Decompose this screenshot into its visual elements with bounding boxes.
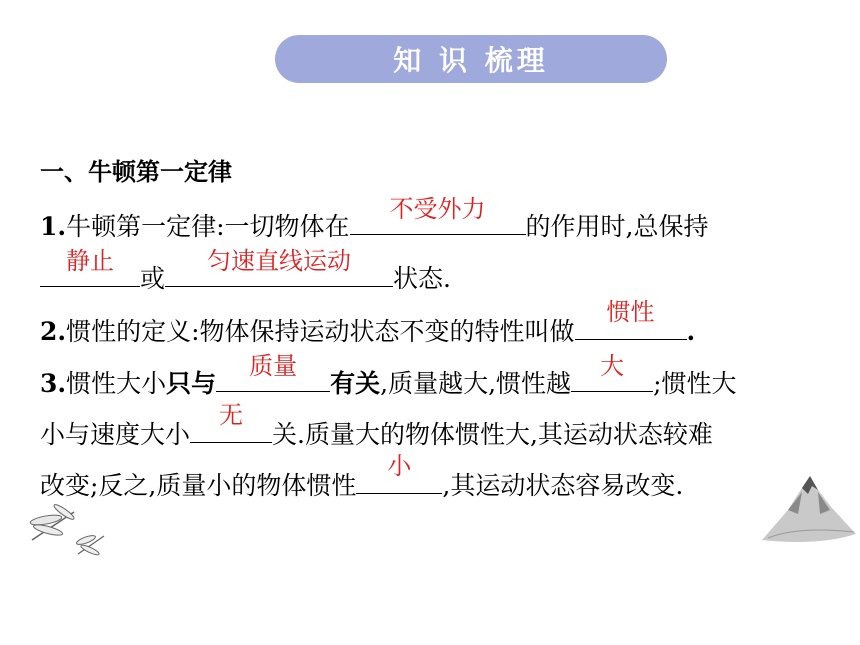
item3-answer-c: 无 — [219, 401, 244, 429]
item2-text-b: . — [686, 317, 696, 346]
item3-text-d: 小与速度大小 — [40, 420, 191, 449]
section-header-banner — [275, 35, 667, 83]
dragonfly-decoration — [12, 500, 122, 570]
item1-text-b: 的作用时,总保持 — [525, 212, 709, 241]
item3-text-bold-a: 只与 — [166, 369, 217, 398]
item2-line — [40, 298, 696, 348]
item2-blank-a — [575, 298, 687, 340]
item1-blank-c — [165, 247, 393, 287]
item3-blank-d — [356, 452, 442, 494]
item1-number: 1. — [40, 212, 67, 241]
item3-text-f: 改变;反之,质量小的物体惯性 — [40, 471, 357, 500]
item3-text-c: ;惯性大 — [653, 369, 737, 398]
item3-text-e: 关.质量大的物体惯性大,其运动状态较难 — [272, 420, 713, 449]
item1-text-a: 牛顿第一定律:一切物体在 — [66, 212, 350, 241]
item3-blank-c — [190, 401, 272, 443]
item2-answer-a: 惯性 — [606, 298, 655, 326]
item1-line1 — [40, 195, 709, 243]
item1-answer-a: 不受外力 — [389, 195, 486, 223]
item1-answer-b: 静止 — [66, 247, 114, 275]
item3-blank-b — [571, 352, 653, 392]
item1-answer-c: 匀速直线运动 — [207, 247, 352, 275]
item1-text-c: 或 — [140, 264, 166, 293]
mountain-ink-decoration — [758, 470, 860, 550]
item2-number: 2. — [40, 317, 67, 346]
item2-text-a: 惯性的定义:物体保持运动状态不变的特性叫做 — [66, 317, 575, 346]
item3-number: 3. — [40, 369, 67, 398]
item3-line1 — [40, 352, 737, 400]
item3-blank-a — [216, 352, 330, 392]
item3-answer-d: 小 — [387, 452, 412, 480]
item3-answer-b: 大 — [600, 352, 625, 380]
section-title: 一、牛顿第一定律 — [40, 158, 232, 186]
item3-text-a: 惯性大小 — [66, 369, 167, 398]
item3-text-b: ,质量越大,惯性越 — [380, 369, 572, 398]
item1-text-d: 状态. — [393, 264, 451, 293]
item3-line2 — [40, 401, 713, 451]
item1-blank-b — [40, 247, 140, 287]
item3-line3 — [40, 452, 684, 502]
item1-line2 — [40, 247, 451, 295]
item3-text-g: ,其运动状态容易改变. — [442, 471, 684, 500]
item3-text-bold-b: 有关 — [330, 369, 381, 398]
item3-answer-a: 质量 — [249, 352, 298, 380]
section-header-title: 知 识 梳理 — [393, 44, 549, 77]
item1-blank-a — [350, 195, 526, 235]
